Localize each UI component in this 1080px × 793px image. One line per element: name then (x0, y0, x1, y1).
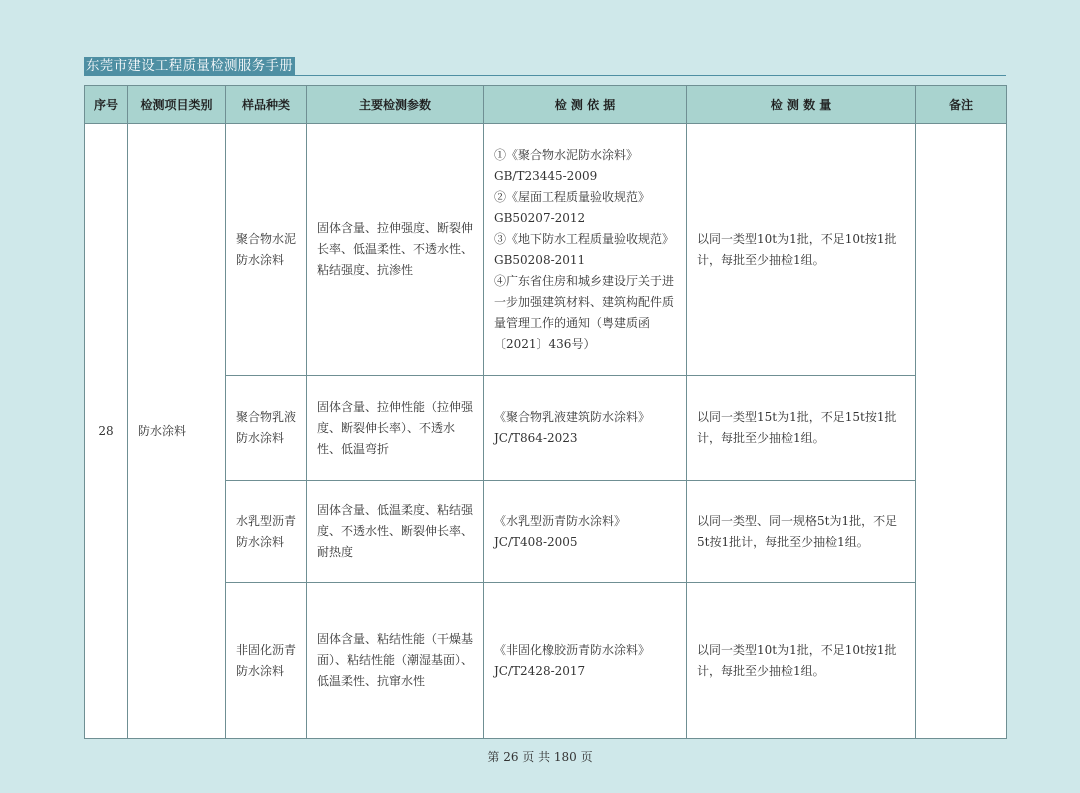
page-number: 第 26 页 共 180 页 (487, 750, 593, 764)
basis-item: 《聚合物乳液建筑防水涂料》JC/T864-2023 (494, 410, 651, 445)
basis-cell (484, 124, 687, 376)
sample-cell: 聚合物水泥防水涂料 (226, 124, 307, 376)
basis-item: 《水乳型沥青防水涂料》JC/T408-2005 (494, 513, 627, 549)
sample-cell: 非固化沥青防水涂料 (226, 583, 307, 739)
column-header-params: 主要检测参数 (307, 86, 484, 124)
quantity-cell: 以同一类型10t为1批，不足10t按1批计，每批至少抽检1组。 (687, 583, 916, 739)
basis-item: ④广东省住房和城乡建设厅关于进一步加强建筑材料、建筑构配件质量管理工作的通知（粤建质函〔2021〕436号） (494, 273, 675, 351)
remark-cell (916, 124, 1007, 739)
quantity-cell: 以同一类型、同一规格5t为1批，不足5t按1批计，每批至少抽检1组。 (687, 481, 916, 583)
quantity-cell: 以同一类型10t为1批，不足10t按1批计，每批至少抽检1组。 (687, 124, 916, 376)
table-row (85, 124, 1007, 376)
params-cell: 固体含量、粘结性能（干燥基面）、粘结性能（潮湿基面）、低温柔性、抗窜水性 (307, 583, 484, 739)
column-header-basis: 检 测 依 据 (484, 86, 687, 124)
column-header-category: 检测项目类别 (128, 86, 226, 124)
sample-cell: 水乳型沥青防水涂料 (226, 481, 307, 583)
basis-item: ①《聚合物水泥防水涂料》GB/T23445-2009 (494, 147, 639, 183)
basis-cell (484, 376, 687, 481)
basis-cell (484, 481, 687, 583)
basis-item: ③《地下防水工程质量验收规范》GB50208-2011 (494, 231, 675, 267)
inspection-table (84, 85, 1007, 739)
title-divider (84, 75, 1006, 76)
document-title: 东莞市建设工程质量检测服务手册 (86, 58, 293, 74)
basis-item: ②《屋面工程质量验收规范》GB50207-2012 (494, 189, 651, 225)
column-header-sample: 样品种类 (226, 86, 307, 124)
column-header-quantity: 检 测 数 量 (687, 86, 916, 124)
quantity-cell: 以同一类型15t为1批，不足15t按1批计，每批至少抽检1组。 (687, 376, 916, 481)
params-cell: 固体含量、低温柔度、粘结强度、不透水性、断裂伸长率、耐热度 (307, 481, 484, 583)
category-cell: 防水涂料 (128, 124, 226, 739)
seq-cell: 28 (85, 124, 128, 739)
params-cell: 固体含量、拉伸性能（拉伸强度、断裂伸长率）、不透水性、低温弯折 (307, 376, 484, 481)
sample-cell: 聚合物乳液防水涂料 (226, 376, 307, 481)
column-header-seq: 序号 (85, 86, 128, 124)
basis-item: 《非固化橡胶沥青防水涂料》JC/T2428-2017 (494, 642, 651, 678)
table-header-row (85, 86, 1007, 124)
column-header-remark: 备注 (916, 86, 1007, 124)
basis-cell (484, 583, 687, 739)
params-cell: 固体含量、拉伸强度、断裂伸长率、低温柔性、不透水性、粘结强度、抗渗性 (307, 124, 484, 376)
